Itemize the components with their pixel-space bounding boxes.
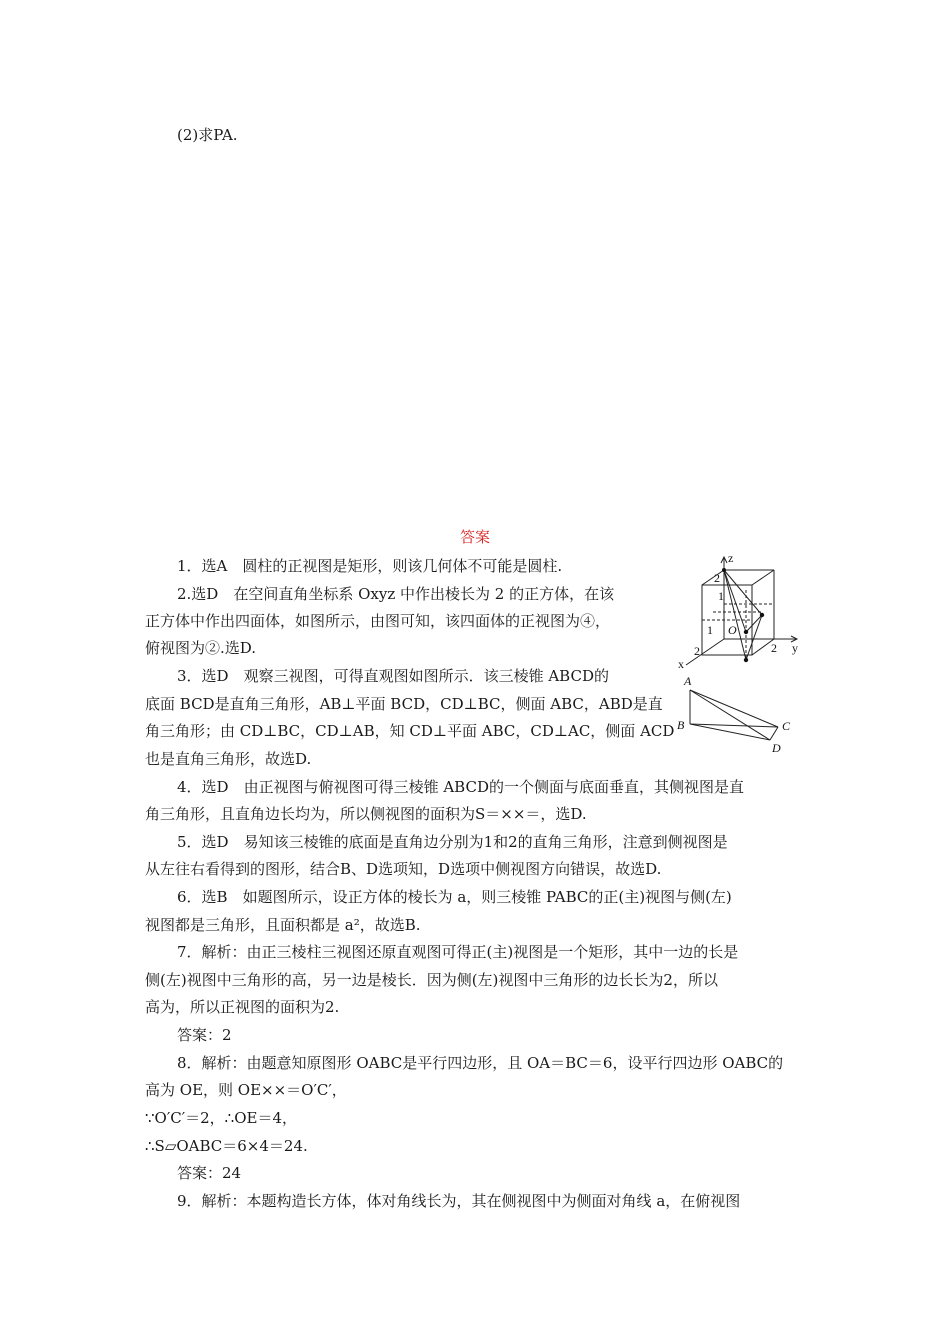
z-axis-label: z <box>728 552 734 565</box>
answer-line: 底面 BCD是直角三角形，AB⊥平面 BCD，CD⊥BC，侧面 ABC，ABD是直 <box>145 695 663 713</box>
answer-line: 角三角形，且直角边长均为，所以侧视图的面积为S＝××＝，选D. <box>145 805 587 823</box>
z-tick-label: 2 <box>714 571 720 585</box>
answer-line: 答案：2 <box>177 1026 232 1044</box>
answer-line: 高为 OE，则 OE××＝O′C′， <box>145 1081 347 1099</box>
answer-line: 8．解析：由题意知原图形 OABC是平行四边形，且 OA＝BC＝6，设平行四边形 OABC的 <box>177 1054 784 1072</box>
answer-line: 3．选D 观察三视图，可得直观图如图所示．该三棱锥 ABCD的 <box>177 667 609 685</box>
x-tick-label: 2 <box>694 644 700 658</box>
one-label: 1 <box>707 623 713 637</box>
y-axis-label: y <box>792 641 798 655</box>
answer-line: 9．解析：本题构造长方体，体对角线长为，其在侧视图中为侧面对角线 a，在俯视图 <box>177 1192 741 1210</box>
pyramid-abcd-figure <box>674 672 806 756</box>
x-axis-label: x <box>678 657 684 670</box>
answer-line: 2.选D 在空间直角坐标系 Oxyz 中作出棱长为 2 的正方体，在该 <box>177 585 615 603</box>
y-tick-label: 2 <box>771 641 777 655</box>
answer-line: 角三角形；由 CD⊥BC，CD⊥AB，知 CD⊥平面 ABC，CD⊥AC，侧面 ACD <box>145 722 675 740</box>
answer-line: 从左往右看得到的图形，结合B、D选项知，D选项中侧视图方向错误，故选D. <box>145 860 662 878</box>
answer-line: ∵O′C′＝2，∴OE＝4， <box>145 1109 298 1127</box>
answers-title: 答案 <box>459 528 490 546</box>
origin-label: O <box>728 623 737 637</box>
answer-line: 5．选D 易知该三棱锥的底面是直角边分别为1和2的直角三角形，注意到侧视图是 <box>177 833 728 851</box>
answer-line: 正方体中作出四面体，如图所示，由图可知，该四面体的正视图为④， <box>145 612 611 630</box>
answer-line: 也是直角三角形，故选D. <box>145 750 312 768</box>
answer-line: 7．解析：由正三棱柱三视图还原直观图可得正(主)视图是一个矩形，其中一边的长是 <box>177 943 739 961</box>
answer-line: 6．选B 如题图所示，设正方体的棱长为 a，则三棱锥 PABC的正(主)视图与侧(左) <box>177 888 732 906</box>
answer-line: 侧(左)视图中三角形的高，另一边是棱长．因为侧(左)视图中三角形的边长长为2，所以 <box>145 971 718 989</box>
question-text: (2)求PA. <box>177 126 238 144</box>
vertex-d-label: D <box>772 741 781 755</box>
one-label: 1 <box>718 589 724 603</box>
answer-line: 4．选D 由正视图与俯视图可得三棱锥 ABCD的一个侧面与底面垂直，其侧视图是直 <box>177 778 744 796</box>
answer-line: 俯视图为②.选D. <box>145 639 257 657</box>
cube-tetrahedron-figure <box>674 552 806 670</box>
answer-line: 答案：24 <box>177 1164 242 1182</box>
answer-line: ∴S▱OABC＝6×4＝24. <box>145 1137 308 1155</box>
answer-line: 高为，所以正视图的面积为2. <box>145 998 340 1016</box>
answer-line: 1．选A 圆柱的正视图是矩形，则该几何体不可能是圆柱. <box>177 557 563 575</box>
vertex-b-label: B <box>677 718 685 732</box>
vertex-a-label: A <box>684 674 692 688</box>
answer-line: 视图都是三角形，且面积都是 a²，故选B. <box>145 916 421 934</box>
vertex-c-label: C <box>782 719 791 733</box>
